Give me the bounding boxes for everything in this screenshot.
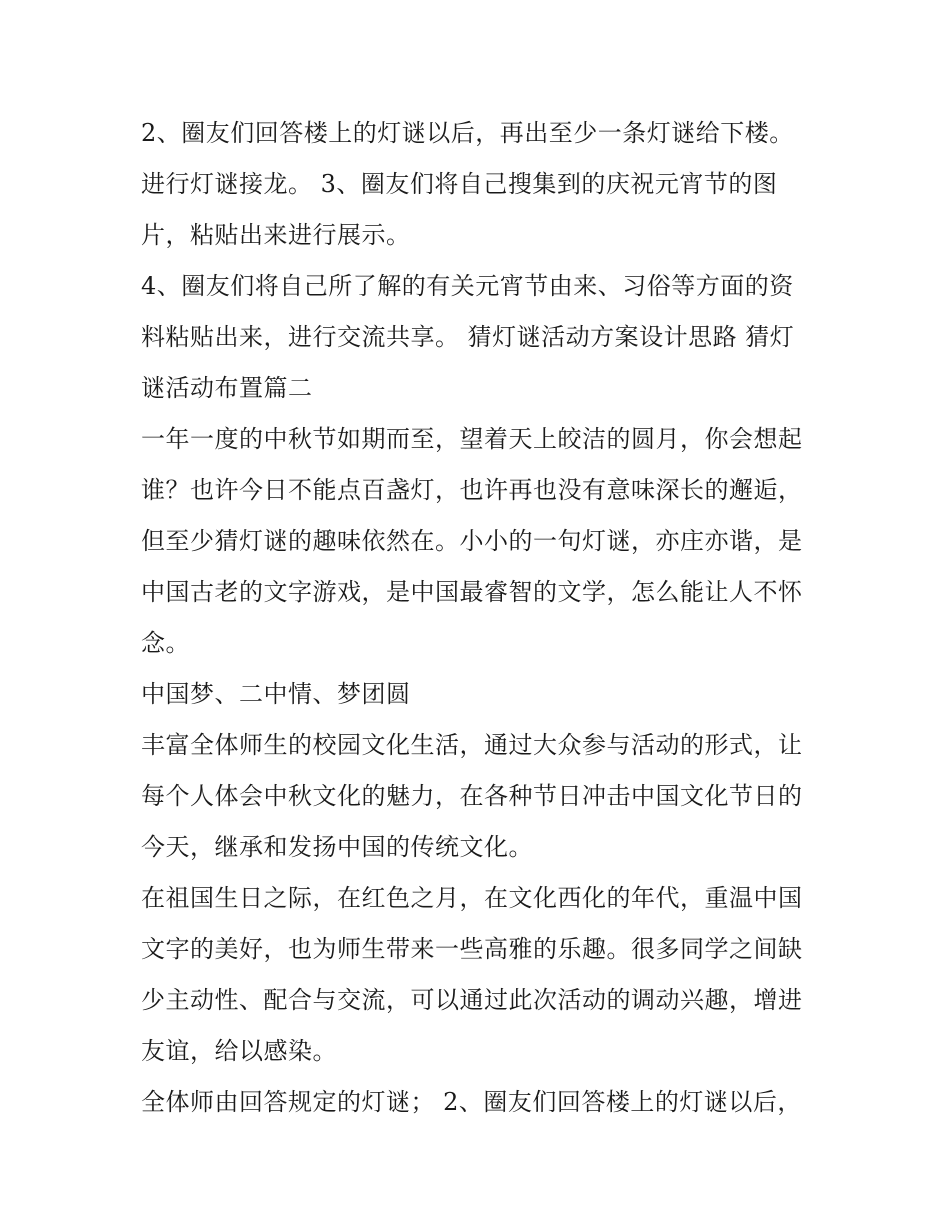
text-line: 文字的美好，也为师生带来一些高雅的乐趣。很多同学之间缺 bbox=[141, 935, 803, 963]
text-line: 2、圈友们回答楼上的灯谜以后，再出至少一条灯谜给下楼。 bbox=[141, 119, 794, 147]
text-line: 在祖国生日之际，在红色之月，在文化西化的年代，重温中国 bbox=[141, 884, 803, 912]
paragraph-1 bbox=[141, 108, 813, 261]
text-line: 中国梦、二中情、梦团圆 bbox=[141, 680, 411, 708]
text-line: 念。 bbox=[141, 629, 190, 657]
text-line: 少主动性、配合与交流，可以通过此次活动的调动兴趣，增进 bbox=[141, 986, 803, 1014]
text-line: 进行灯谜接龙。 3、圈友们将自己搜集到的庆祝元宵节的图 bbox=[141, 170, 778, 198]
paragraph-4-heading bbox=[141, 669, 813, 720]
paragraph-6 bbox=[141, 873, 813, 1077]
text-line: 谁？也许今日不能点百盏灯，也许再也没有意味深长的邂逅， bbox=[141, 476, 803, 504]
paragraph-3 bbox=[141, 414, 813, 669]
text-line: 丰富全体师生的校园文化生活，通过大众参与活动的形式，让 bbox=[141, 731, 803, 759]
text-line: 但至少猜灯谜的趣味依然在。小小的一句灯谜，亦庄亦谐，是 bbox=[141, 527, 803, 555]
text-line: 全体师由回答规定的灯谜； 2、圈友们回答楼上的灯谜以后， bbox=[141, 1088, 802, 1116]
text-line: 今天，继承和发扬中国的传统文化。 bbox=[141, 833, 533, 861]
paragraph-2 bbox=[141, 261, 813, 414]
text-line: 料粘贴出来，进行交流共享。 猜灯谜活动方案设计思路 猜灯 bbox=[141, 323, 795, 351]
text-line: 每个人体会中秋文化的魅力，在各种节日冲击中国文化节日的 bbox=[141, 782, 803, 810]
text-line: 友谊，给以感染。 bbox=[141, 1037, 337, 1065]
text-line: 一年一度的中秋节如期而至，望着天上皎洁的圆月，你会想起 bbox=[141, 425, 803, 453]
text-line: 谜活动布置篇二 bbox=[141, 374, 313, 402]
text-line: 4、圈友们将自己所了解的有关元宵节由来、习俗等方面的资 bbox=[141, 272, 794, 300]
text-line: 片，粘贴出来进行展示。 bbox=[141, 221, 411, 249]
text-line: 中国古老的文字游戏，是中国最睿智的文学，怎么能让人不怀 bbox=[141, 578, 803, 606]
document-body bbox=[141, 108, 813, 1128]
paragraph-5 bbox=[141, 720, 813, 873]
paragraph-7 bbox=[141, 1077, 813, 1128]
